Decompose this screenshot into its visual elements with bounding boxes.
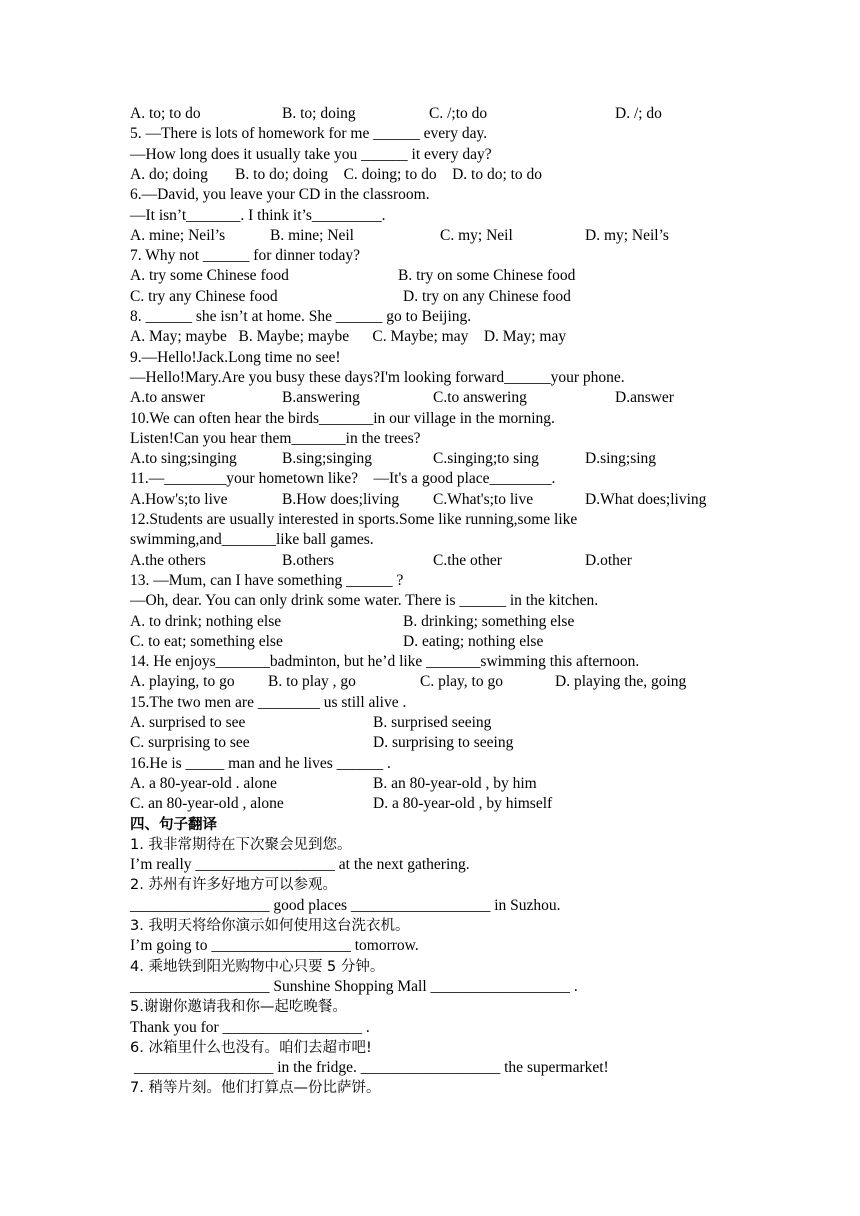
answer-option: B. to play , go bbox=[268, 673, 356, 691]
line-text: —It isn’t_______. I think it’s_________. bbox=[130, 206, 386, 224]
answer-option: D. eating; nothing else bbox=[403, 632, 544, 650]
answer-option: D. a 80-year-old , by himself bbox=[373, 795, 553, 813]
line-text: 1. 我非常期待在下次聚会见到您。 bbox=[130, 836, 352, 853]
answer-option: D.other bbox=[585, 551, 632, 569]
answer-option: C.the other bbox=[433, 551, 502, 569]
line-text: 5.谢谢你邀请我和你—起吃晚餐。 bbox=[130, 999, 347, 1016]
line-text: —How long does it usually take you ______ it every day? bbox=[130, 145, 492, 163]
line-text: 7. Why not ______ for dinner today? bbox=[130, 247, 361, 265]
answer-option: C. my; Neil bbox=[440, 226, 513, 244]
line-text: __________________ Sunshine Shopping Mall __________________ . bbox=[130, 977, 578, 995]
answer-option: B. mine; Neil bbox=[270, 226, 354, 244]
answer-option: C. /;to do bbox=[429, 105, 488, 122]
answer-option: D. surprising to seeing bbox=[373, 734, 514, 752]
answer-option: B. surprised seeing bbox=[373, 714, 492, 731]
line-text: 四、句子翻译 bbox=[130, 816, 217, 833]
answer-option: C. play, to go bbox=[420, 673, 503, 691]
answer-option: A. try some Chinese food bbox=[130, 267, 289, 285]
line-text: 13. —Mum, can I have something ______ ? bbox=[130, 571, 404, 589]
answer-option: A. to; to do bbox=[130, 105, 201, 122]
answer-option: B. try on some Chinese food bbox=[398, 267, 576, 285]
answer-option: A. surprised to see bbox=[130, 714, 246, 731]
line-text: __________________ in the fridge. __________________ the supermarket! bbox=[130, 1059, 609, 1077]
line-text: __________________ good places __________________ in Suzhou. bbox=[130, 896, 561, 914]
answer-option: C. surprising to see bbox=[130, 734, 250, 752]
answer-option: B. to; doing bbox=[282, 105, 356, 122]
answer-option: C.singing;to sing bbox=[433, 450, 539, 468]
line-text: Listen!Can you hear them_______in the trees? bbox=[130, 429, 421, 447]
line-text: —Oh, dear. You can only drink some water. There is ______ in the kitchen. bbox=[130, 592, 599, 610]
answer-option: D.What does;living bbox=[585, 490, 707, 508]
answer-option: D.answer bbox=[615, 389, 674, 407]
answer-option: A. a 80-year-old . alone bbox=[130, 774, 277, 792]
line-text: A. do; doing B. to do; doing C. doing; to do D. to do; to do bbox=[130, 165, 543, 183]
answer-option: C.What's;to live bbox=[433, 490, 534, 508]
answer-option: C. to eat; something else bbox=[130, 632, 283, 650]
answer-option: C.to answering bbox=[433, 389, 527, 407]
answer-option: B.How does;living bbox=[282, 490, 400, 508]
line-text: 8. ______ she isn’t at home. She ______ go to Beijing. bbox=[130, 308, 472, 325]
line-text: 9.—Hello!Jack.Long time no see! bbox=[130, 348, 341, 366]
line-text: Thank you for __________________ . bbox=[130, 1018, 370, 1036]
line-text: —Hello!Mary.Are you busy these days?I'm looking forward______your phone. bbox=[130, 368, 625, 386]
line-text: 15.The two men are ________ us still alive . bbox=[130, 693, 407, 711]
line-text: 16.He is _____ man and he lives ______ . bbox=[130, 754, 391, 772]
line-text: I’m going to __________________ tomorrow. bbox=[130, 937, 419, 955]
line-text: 11.—________your hometown like? —It's a good place________. bbox=[130, 470, 556, 488]
answer-option: B.others bbox=[282, 551, 335, 569]
line-text: 3. 我明天将给你演示如何使用这台洗衣机。 bbox=[130, 918, 410, 934]
line-text: A. May; maybe B. Maybe; maybe C. Maybe; may D. May; may bbox=[130, 328, 567, 346]
answer-option: B.sing;singing bbox=[282, 450, 373, 468]
line-text: I’m really __________________ at the next gathering. bbox=[130, 856, 470, 874]
answer-option: A. playing, to go bbox=[130, 673, 235, 691]
answer-option: A.to answer bbox=[130, 389, 205, 407]
answer-option: A. to drink; nothing else bbox=[130, 612, 282, 630]
answer-option: A. mine; Neil’s bbox=[130, 226, 226, 244]
line-text: 5. —There is lots of homework for me ______ every day. bbox=[130, 125, 488, 143]
line-text: 7. 稍等片刻。他们打算点—份比萨饼。 bbox=[130, 1080, 381, 1097]
line-text: 2. 苏州有许多好地方可以参观。 bbox=[130, 877, 337, 894]
answer-option: B.answering bbox=[282, 389, 360, 407]
answer-option: B. an 80-year-old , by him bbox=[373, 774, 537, 792]
answer-option: D. playing the, going bbox=[555, 673, 687, 691]
answer-option: C. try any Chinese food bbox=[130, 287, 278, 305]
answer-option: D. try on any Chinese food bbox=[403, 287, 571, 305]
answer-option: C. an 80-year-old , alone bbox=[130, 795, 284, 813]
line-text: 6.—David, you leave your CD in the classroom. bbox=[130, 186, 430, 204]
line-text: 4. 乘地铁到阳光购物中心只要 5 分钟。 bbox=[130, 958, 385, 975]
line-text: 10.We can often hear the birds_______in our village in the morning. bbox=[130, 409, 555, 427]
line-text: swimming,and_______like ball games. bbox=[130, 531, 374, 549]
answer-option: A.the others bbox=[130, 551, 206, 569]
line-text: 6. 冰箱里什么也没有。咱们去超市吧! bbox=[130, 1039, 372, 1056]
answer-option: D. /; do bbox=[615, 105, 662, 122]
line-text: 14. He enjoys_______badminton, but he’d like _______swimming this afternoon. bbox=[130, 653, 640, 671]
answer-option: A.How's;to live bbox=[130, 490, 228, 508]
answer-option: D. my; Neil’s bbox=[585, 226, 669, 244]
answer-option: A.to sing;singing bbox=[130, 450, 237, 468]
answer-option: D.sing;sing bbox=[585, 450, 657, 468]
line-text: 12.Students are usually interested in sports.Some like running,some like bbox=[130, 511, 578, 528]
answer-option: B. drinking; something else bbox=[403, 612, 575, 630]
